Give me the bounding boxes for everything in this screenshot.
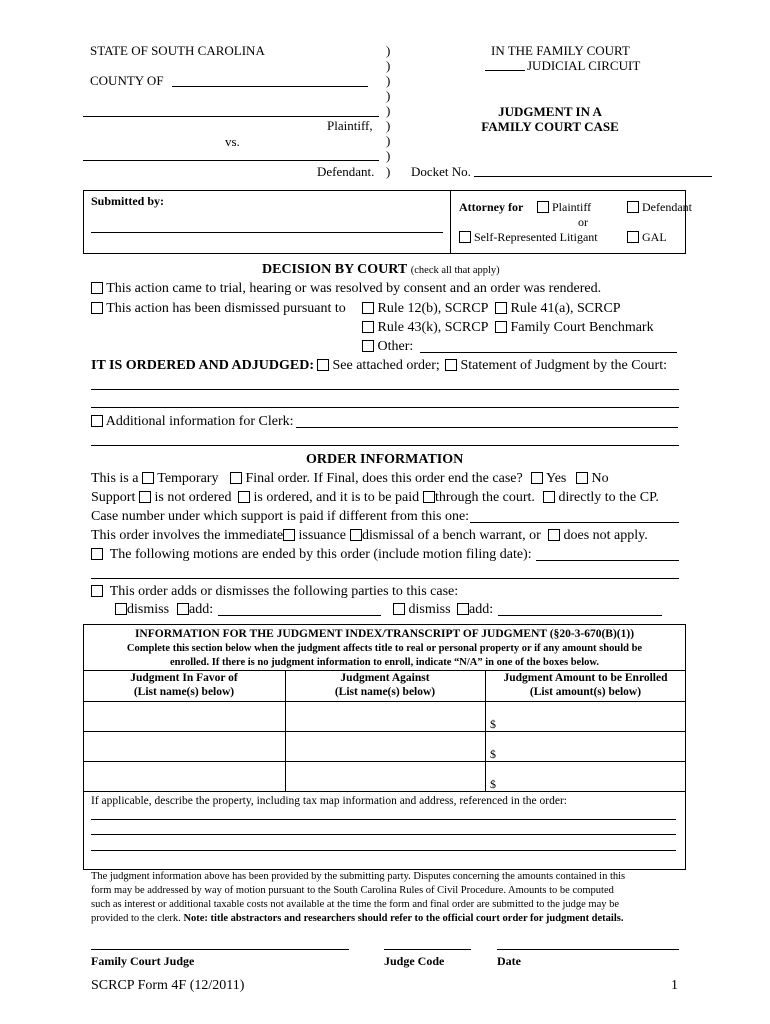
dismiss-option-1[interactable] bbox=[115, 602, 169, 618]
checkbox[interactable] bbox=[457, 603, 469, 615]
docket-label: Docket No. bbox=[411, 164, 471, 179]
statement-option[interactable] bbox=[445, 358, 667, 374]
checkbox[interactable] bbox=[543, 491, 555, 503]
option-label: This action came to trial, hearing or was resolved by consent and an order was rendered. bbox=[106, 281, 602, 296]
table-row-rule bbox=[83, 701, 686, 702]
ordered-label: IT IS ORDERED AND ADJUDGED: bbox=[91, 358, 315, 373]
attorney-for-label: Attorney for bbox=[459, 200, 524, 214]
state-label: STATE OF SOUTH CAROLINA bbox=[90, 43, 265, 58]
submitted-by-field[interactable] bbox=[91, 232, 443, 233]
or-label: or bbox=[578, 215, 588, 229]
benchmark-option[interactable] bbox=[495, 320, 654, 336]
yes-option[interactable] bbox=[531, 471, 566, 487]
issuance-option[interactable] bbox=[283, 528, 346, 544]
disclaimer-line-1: The judgment information above has been provided by the submitting party. Disputes concerning the amounts contained in this bbox=[91, 871, 626, 882]
rule12-option[interactable] bbox=[362, 301, 488, 317]
docket-field[interactable] bbox=[474, 176, 712, 177]
col-favor-header-1: Judgment In Favor of bbox=[130, 672, 238, 684]
motions-field[interactable] bbox=[536, 560, 679, 561]
attorney-defendant-option[interactable] bbox=[627, 200, 692, 215]
amount-cell-3[interactable]: $ bbox=[490, 777, 496, 791]
checkbox[interactable] bbox=[393, 603, 405, 615]
ordered-field-line[interactable] bbox=[91, 407, 679, 408]
disclaimer-line-2: form may be addressed by way of motion pursuant to the South Carolina Rules of Civil Procedure. Amounts to be computed bbox=[91, 885, 614, 896]
plaintiff-field[interactable] bbox=[83, 116, 379, 117]
checkbox[interactable] bbox=[317, 359, 329, 371]
option-label: Other: bbox=[377, 339, 414, 354]
additional-info-field[interactable] bbox=[296, 427, 678, 428]
circuit-label: JUDICIAL CIRCUIT bbox=[527, 58, 641, 73]
table-header-top-rule bbox=[83, 670, 686, 671]
disclaimer-text: provided to the clerk. bbox=[91, 913, 184, 924]
checkbox[interactable] bbox=[91, 282, 103, 294]
support-label: Support bbox=[91, 490, 136, 505]
rule43-option[interactable] bbox=[362, 320, 488, 336]
judgment-index-heading: INFORMATION FOR THE JUDGMENT INDEX/TRANSCRIPT OF JUDGMENT (§20-3-670(B)(1)) bbox=[134, 628, 635, 640]
checkbox[interactable] bbox=[142, 472, 154, 484]
option-label: This action has been dismissed pursuant to bbox=[106, 301, 346, 316]
option-label: Rule 43(k), SCRCP bbox=[377, 320, 489, 335]
property-line[interactable] bbox=[91, 850, 676, 851]
checkbox[interactable] bbox=[350, 529, 362, 541]
judge-code-line[interactable] bbox=[384, 949, 471, 950]
option-label: dismissal of a bench warrant, or bbox=[362, 528, 541, 543]
paren: ) bbox=[386, 88, 391, 103]
option-label: dismiss bbox=[127, 602, 170, 617]
checkbox[interactable] bbox=[230, 472, 242, 484]
order-info-heading: ORDER INFORMATION bbox=[306, 452, 464, 467]
table-row-rule bbox=[83, 731, 686, 732]
option-label: Final order. If Final, does this order end the case? bbox=[245, 471, 523, 486]
option-label: The following motions are ended by this order (include motion filing date): bbox=[109, 547, 532, 562]
checkbox[interactable] bbox=[177, 603, 189, 615]
add-field-2[interactable] bbox=[498, 615, 662, 616]
checkbox[interactable] bbox=[459, 231, 471, 243]
other-option[interactable] bbox=[362, 339, 413, 355]
gal-option[interactable] bbox=[627, 230, 667, 245]
checkbox[interactable] bbox=[495, 302, 507, 314]
option-label: No bbox=[591, 471, 609, 486]
heading-note: (check all that apply) bbox=[410, 265, 500, 276]
col-favor-header-2: (List name(s) below) bbox=[133, 686, 235, 698]
col-against-header-1: Judgment Against bbox=[340, 672, 430, 684]
date-line[interactable] bbox=[497, 949, 679, 950]
submitted-by-label: Submitted by: bbox=[91, 194, 165, 208]
attorney-plaintiff-option[interactable] bbox=[537, 200, 591, 215]
form-title-line2: FAMILY COURT CASE bbox=[481, 119, 619, 134]
through-court-option[interactable] bbox=[423, 490, 535, 506]
paren: ) bbox=[386, 148, 391, 163]
option-label: issuance bbox=[298, 528, 346, 543]
disclaimer-line-3: such as interest or additional taxable costs not available at the time the form and final order are submitted to the judge may be bbox=[91, 899, 620, 910]
judge-label: Family Court Judge bbox=[91, 954, 195, 968]
checkbox[interactable] bbox=[91, 415, 103, 427]
no-option[interactable] bbox=[576, 471, 609, 487]
dismissed-option[interactable] bbox=[91, 301, 346, 317]
checkbox[interactable] bbox=[537, 201, 549, 213]
motions-line[interactable] bbox=[91, 578, 679, 579]
paren: ) bbox=[386, 118, 391, 133]
option-label: does not apply. bbox=[563, 528, 648, 543]
option-label: Yes bbox=[545, 471, 567, 486]
judgment-instructions-1: Complete this section below when the judgment affects title to real or personal property or if any amount should be bbox=[126, 643, 643, 654]
checkbox[interactable] bbox=[362, 321, 374, 333]
case-number-field[interactable] bbox=[470, 522, 679, 523]
additional-info-line[interactable] bbox=[91, 445, 679, 446]
checkbox[interactable] bbox=[495, 321, 507, 333]
disclaimer-note: Note: title abstractors and researchers should refer to the official court order for judgment details. bbox=[183, 913, 624, 924]
property-label: If applicable, describe the property, including tax map information and address, referenced in the order: bbox=[91, 795, 567, 807]
rule41-option[interactable] bbox=[495, 301, 621, 317]
property-line[interactable] bbox=[91, 834, 676, 835]
attached-order-option[interactable] bbox=[317, 358, 440, 374]
this-is-a-label: This is a bbox=[91, 471, 139, 486]
judgment-instructions-2: enrolled. If there is no judgment information to enroll, indicate “N/A” in one of the boxes below. bbox=[169, 657, 600, 668]
form-number: SCRCP Form 4F (12/2011) bbox=[91, 978, 245, 993]
col-amount-header-1: Judgment Amount to be Enrolled bbox=[503, 672, 668, 684]
temporary-option[interactable] bbox=[142, 471, 218, 487]
option-label: add: bbox=[189, 602, 214, 617]
directly-option[interactable] bbox=[543, 490, 659, 506]
option-label: Temporary bbox=[157, 471, 219, 486]
dismiss-option-2[interactable] bbox=[393, 602, 451, 618]
checkbox[interactable] bbox=[423, 491, 435, 503]
dismissal-option[interactable] bbox=[350, 528, 541, 544]
page-number: 1 bbox=[671, 978, 678, 993]
option-label: Self-Represented Litigant bbox=[474, 230, 598, 244]
option-label: Statement of Judgment by the Court: bbox=[460, 358, 667, 373]
motions-option[interactable] bbox=[91, 547, 532, 563]
checkbox[interactable] bbox=[139, 491, 151, 503]
county-label: COUNTY OF bbox=[90, 73, 164, 88]
defendant-field[interactable] bbox=[83, 160, 379, 161]
table-row-rule bbox=[83, 761, 686, 762]
trial-option[interactable] bbox=[91, 281, 601, 297]
parties-option[interactable] bbox=[91, 584, 458, 600]
add-field-1[interactable] bbox=[218, 615, 381, 616]
checkbox[interactable] bbox=[238, 491, 250, 503]
checkbox[interactable] bbox=[91, 302, 103, 314]
ordered-row bbox=[91, 358, 314, 374]
option-label: See attached order; bbox=[332, 358, 440, 373]
paren: ) bbox=[386, 133, 391, 148]
add-option-1[interactable] bbox=[177, 602, 213, 618]
add-option-2[interactable] bbox=[457, 602, 493, 618]
other-field[interactable] bbox=[420, 352, 677, 353]
checkbox[interactable] bbox=[576, 472, 588, 484]
paren: ) bbox=[386, 164, 391, 179]
paren: ) bbox=[386, 43, 391, 58]
self-represented-option[interactable] bbox=[459, 230, 598, 245]
amount-cell-2[interactable]: $ bbox=[490, 747, 496, 761]
judge-signature-line[interactable] bbox=[91, 949, 349, 950]
submitted-divider bbox=[450, 190, 451, 254]
checkbox[interactable] bbox=[362, 340, 374, 352]
option-label: add: bbox=[469, 602, 494, 617]
case-number-label: Case number under which support is paid if different from this one: bbox=[91, 509, 470, 524]
option-label: is not ordered bbox=[154, 490, 232, 505]
option-label: This order adds or dismisses the following parties to this case: bbox=[109, 584, 459, 599]
decision-heading bbox=[262, 262, 500, 278]
is-ordered-option[interactable] bbox=[238, 490, 419, 506]
circuit-field[interactable] bbox=[485, 70, 525, 71]
table-row-rule bbox=[83, 791, 686, 792]
defendant-label: Defendant. bbox=[317, 164, 375, 179]
checkbox[interactable] bbox=[627, 231, 639, 243]
paren: ) bbox=[386, 58, 391, 73]
disclaimer-line-4 bbox=[91, 913, 623, 924]
checkbox[interactable] bbox=[531, 472, 543, 484]
checkbox[interactable] bbox=[362, 302, 374, 314]
county-field[interactable] bbox=[172, 86, 368, 87]
paren: ) bbox=[386, 103, 391, 118]
checkbox[interactable] bbox=[627, 201, 639, 213]
option-label: Rule 41(a), SCRCP bbox=[510, 301, 621, 316]
paren: ) bbox=[386, 73, 391, 88]
vs-label: vs. bbox=[225, 134, 240, 149]
option-label: through the court. bbox=[435, 490, 535, 505]
checkbox[interactable] bbox=[91, 548, 103, 560]
option-label: Family Court Benchmark bbox=[510, 320, 654, 335]
option-label: Additional information for Clerk: bbox=[105, 414, 294, 429]
checkbox[interactable] bbox=[283, 529, 295, 541]
not-ordered-option[interactable] bbox=[139, 490, 231, 506]
option-label: Plaintiff bbox=[552, 200, 592, 214]
judge-code-label: Judge Code bbox=[384, 954, 445, 968]
heading-text: DECISION BY COURT bbox=[262, 262, 408, 277]
property-line[interactable] bbox=[91, 819, 676, 820]
plaintiff-label: Plaintiff, bbox=[327, 118, 373, 133]
ordered-field-line[interactable] bbox=[91, 389, 679, 390]
form-title-line1: JUDGMENT IN A bbox=[498, 104, 602, 119]
checkbox[interactable] bbox=[548, 529, 560, 541]
option-label: GAL bbox=[642, 230, 667, 244]
involves-label: This order involves the immediate bbox=[91, 528, 284, 543]
option-label: directly to the CP. bbox=[558, 490, 659, 505]
option-label: is ordered, and it is to be paid bbox=[253, 490, 420, 505]
option-label: dismiss bbox=[408, 602, 451, 617]
does-not-apply-option[interactable] bbox=[548, 528, 648, 544]
checkbox[interactable] bbox=[91, 585, 103, 597]
court-label: IN THE FAMILY COURT bbox=[491, 43, 630, 58]
col-amount-header-2: (List amount(s) below) bbox=[529, 686, 642, 698]
additional-info-option[interactable] bbox=[91, 414, 294, 430]
col-against-header-2: (List name(s) below) bbox=[334, 686, 436, 698]
final-option[interactable] bbox=[230, 471, 523, 487]
option-label: Rule 12(b), SCRCP bbox=[377, 301, 489, 316]
amount-cell-1[interactable]: $ bbox=[490, 717, 496, 731]
date-label: Date bbox=[497, 954, 521, 968]
option-label: Defendant bbox=[642, 200, 692, 214]
checkbox[interactable] bbox=[115, 603, 127, 615]
checkbox[interactable] bbox=[445, 359, 457, 371]
